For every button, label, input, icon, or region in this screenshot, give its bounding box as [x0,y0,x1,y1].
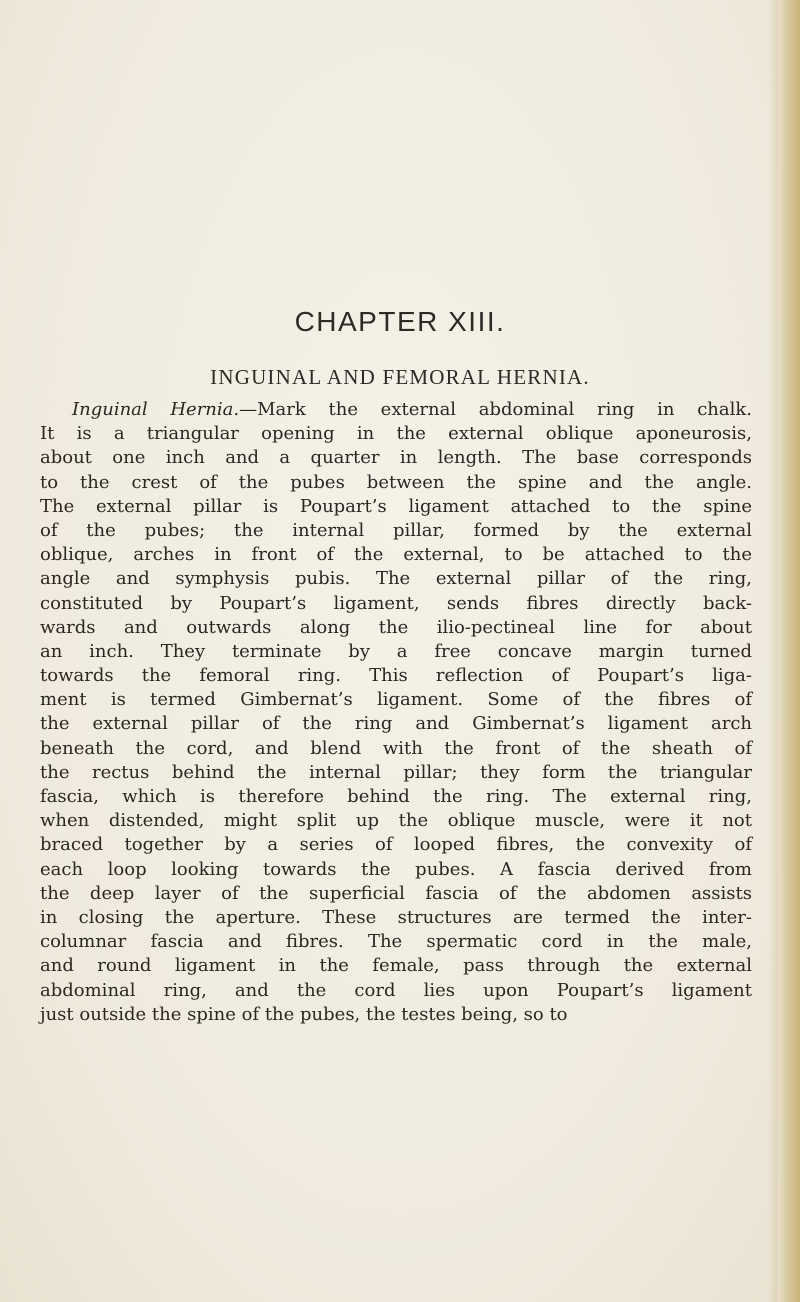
paragraph-lead-italic: Inguinal Hernia. [72,399,240,420]
paragraph-line: beneath the cord, and blend with the front of the sheath of [40,737,752,759]
paragraph-line: the deep layer of the superficial fascia of the abdomen assists [40,882,752,904]
paragraph-line: oblique, arches in front of the external, to be attached to the [40,544,752,566]
paragraph-line: just outside the spine of the pubes, the testes being, so to [40,1003,568,1025]
body-paragraph [40,398,752,1027]
paragraph-line: constituted by Poupart’s ligament, sends fibres directly back- [40,592,752,614]
chapter-title: CHAPTER XIII. [294,306,506,337]
paragraph-line: of the pubes; the internal pillar, formed by the external [40,519,752,541]
paragraph-line: columnar fascia and fibres. The spermatic cord in the male, [40,931,752,953]
paragraph-line: It is a triangular opening in the external oblique aponeurosis, [40,423,752,445]
paragraph-line: braced together by a series of looped fibres, the convexity of [40,834,752,856]
page-edge [778,0,800,1302]
paragraph-line: about one inch and a quarter in length. The base corresponds [40,447,752,469]
paragraph-line: angle and symphysis pubis. The external pillar of the ring, [40,568,752,590]
paragraph-line: The external pillar is Poupart’s ligament attached to the spine [40,495,752,517]
paragraph-line: in closing the aperture. These structures are termed the inter- [40,906,752,928]
paragraph-line: ment is termed Gimbernat’s ligament. Some of the fibres of [40,689,752,711]
paragraph-line: each loop looking towards the pubes. A fascia derived from [40,858,752,880]
paragraph-line: and round ligament in the female, pass through the external [40,955,752,977]
paragraph-line: abdominal ring, and the cord lies upon Poupart’s ligament [40,979,752,1001]
section-title: INGUINAL AND FEMORAL HERNIA. [210,365,590,389]
paragraph-line: the external pillar of the ring and Gimbernat’s ligament arch [40,713,752,735]
paragraph-line: to the crest of the pubes between the spine and the angle. [40,471,752,493]
paragraph-line: an inch. They terminate by a free concave margin turned [40,640,752,662]
paragraph-line [40,398,752,422]
paragraph-line: wards and outwards along the ilio-pectineal line for about [40,616,752,638]
paragraph-lead-rest: —Mark the external abdominal ring in chalk. [239,399,752,420]
paragraph-line: when distended, might split up the oblique muscle, were it not [40,810,752,832]
paragraph-line: the rectus behind the internal pillar; they form the triangular [40,761,752,783]
paragraph-line: towards the femoral ring. This reflection of Poupart’s liga- [40,665,752,687]
paragraph-line: fascia, which is therefore behind the ring. The external ring, [40,786,752,807]
page-edge-shadow [768,0,778,1302]
